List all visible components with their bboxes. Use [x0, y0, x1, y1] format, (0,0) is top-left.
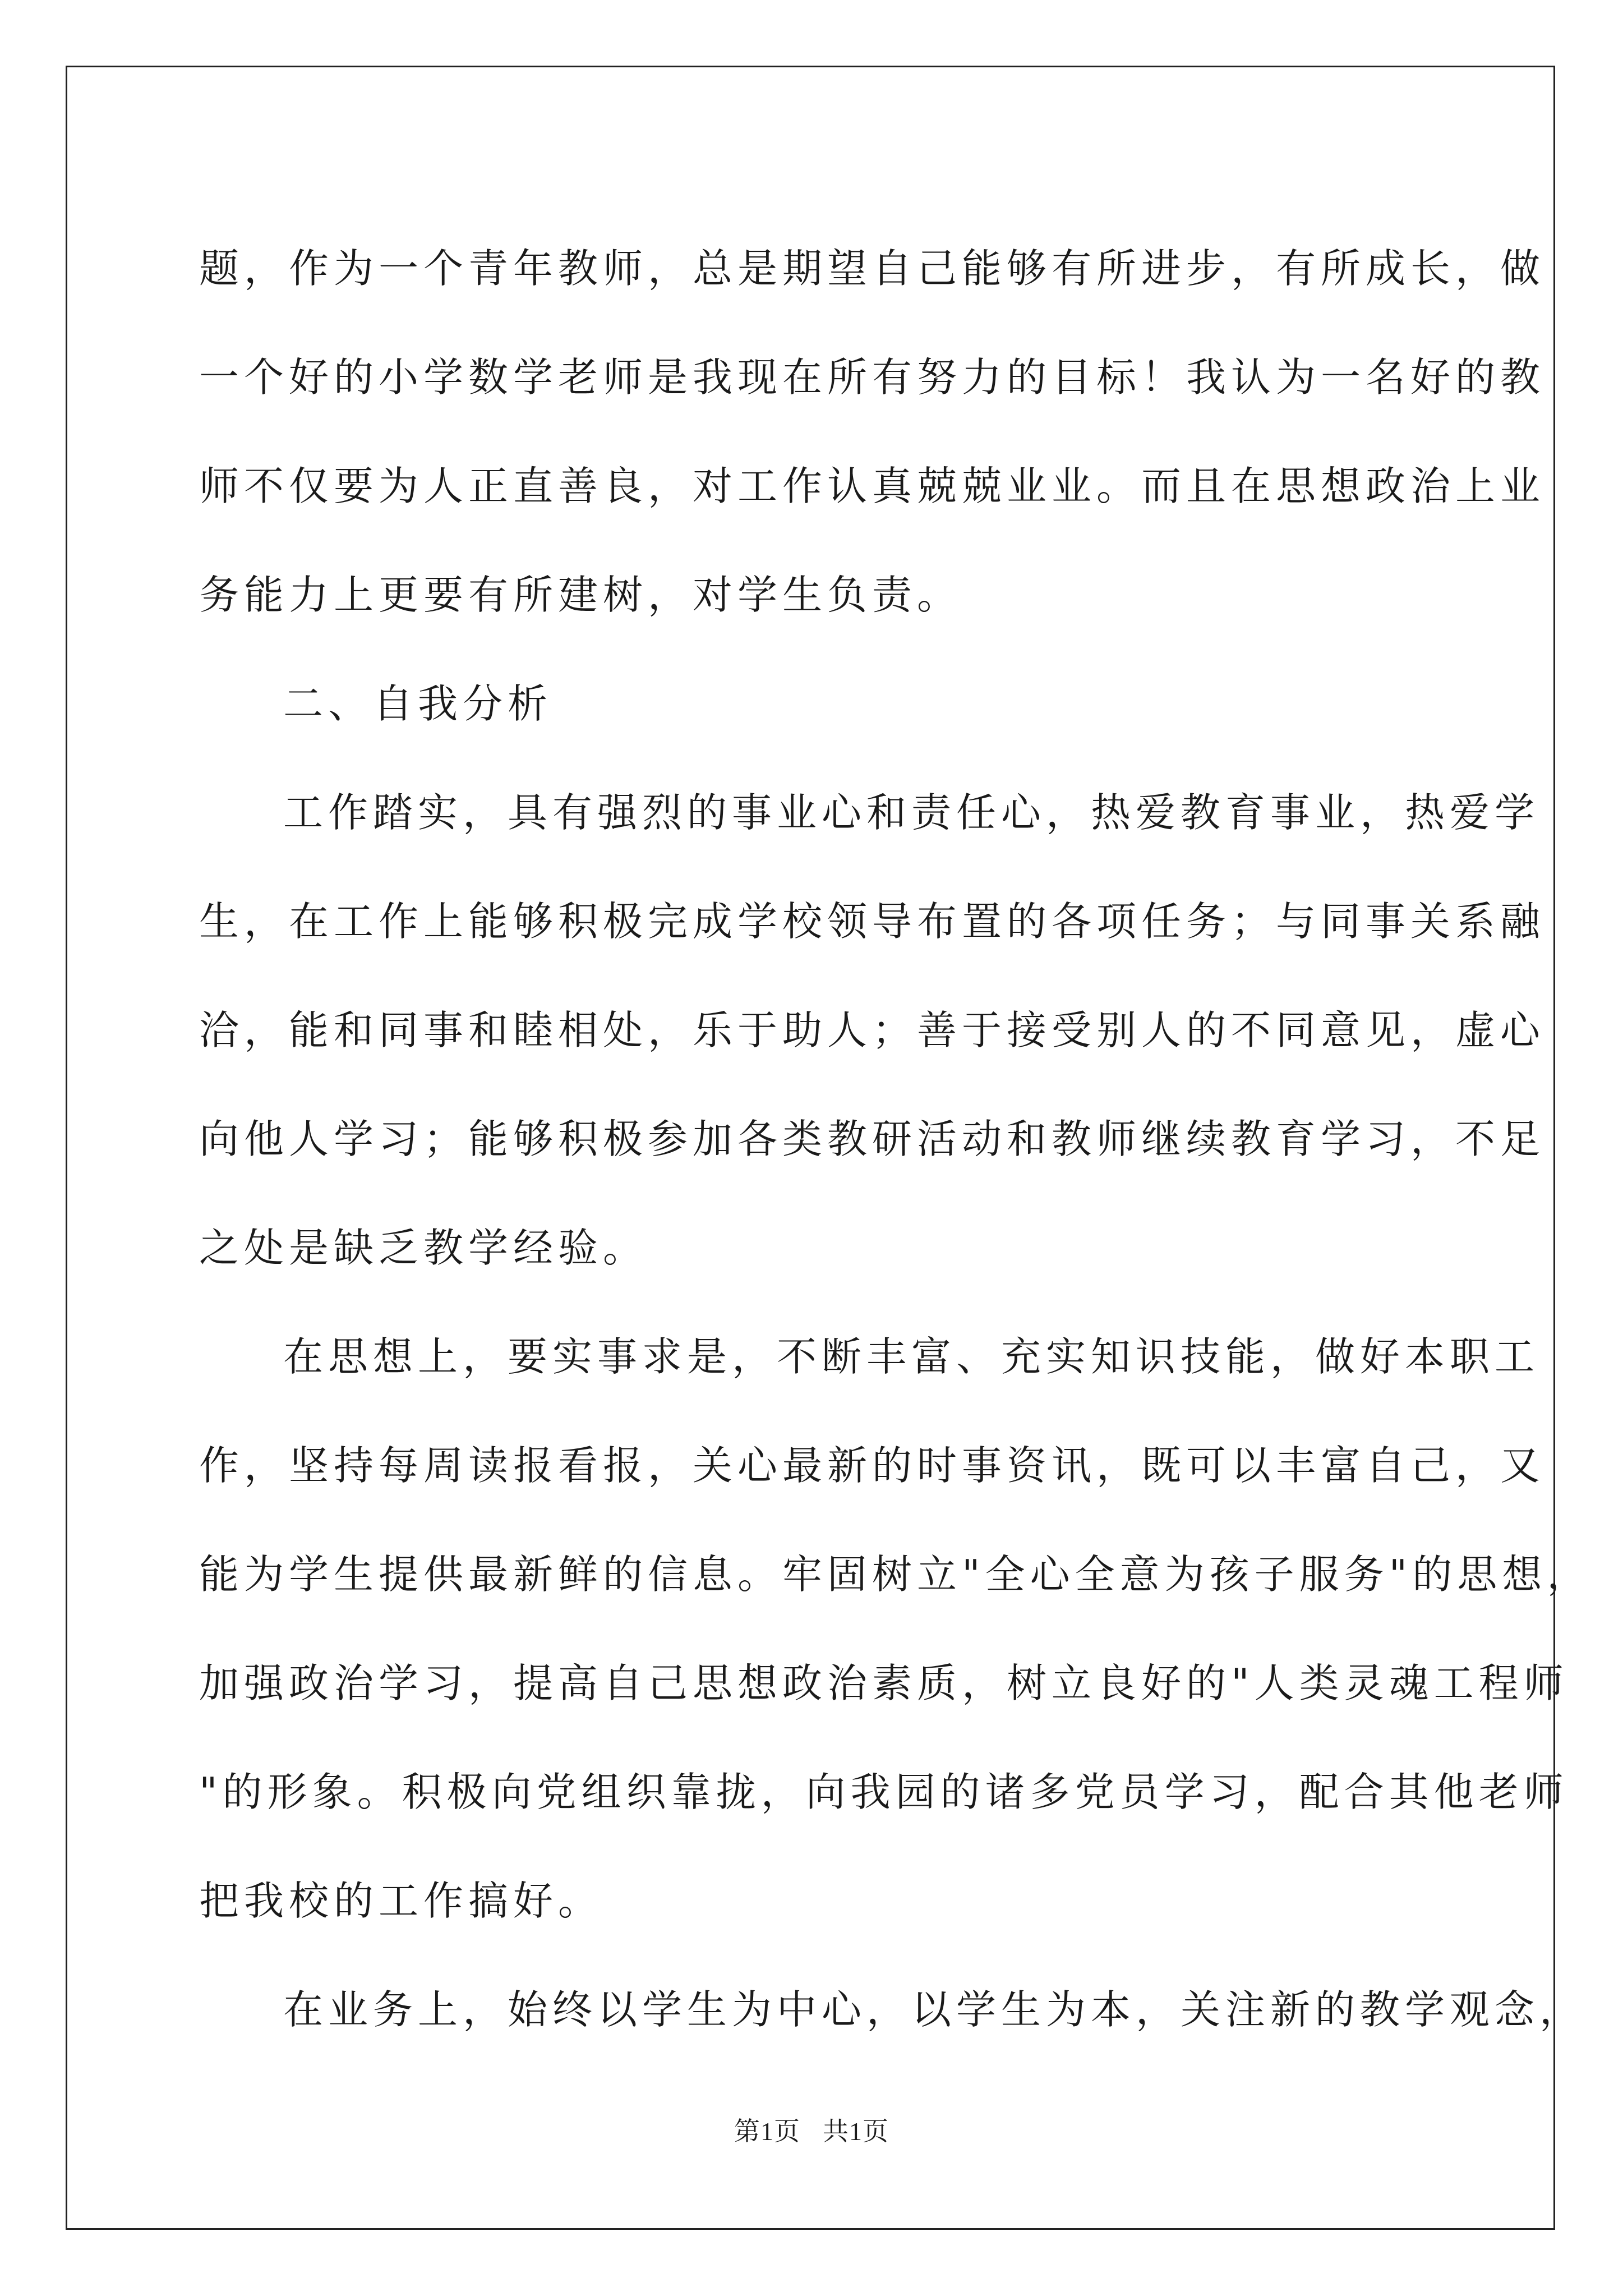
text-line: 洽，能和同事和睦相处，乐于助人；善于接受别人的不同意见，虚心: [199, 1007, 1546, 1053]
text-line: 在思想上，要实事求是，不断丰富、充实知识技能，做好本职工: [283, 1333, 1540, 1380]
text-line: 之处是缺乏教学经验。: [199, 1225, 648, 1271]
paragraph-5: [199, 1955, 1585, 2064]
text-line: 一个好的小学数学老师是我现在所有努力的目标！我认为一名好的教: [199, 354, 1546, 401]
page-total: 共1页: [823, 2117, 889, 2146]
text-line: 工作踏实，具有强烈的事业心和责任心，热爱教育事业，热爱学: [283, 789, 1540, 836]
text-line: 务能力上更要有所建树，对学生负责。: [199, 572, 962, 618]
text-line: 题，作为一个青年教师，总是期望自己能够有所进步，有所成长，做: [199, 245, 1546, 292]
document-body: [199, 214, 1592, 2064]
paragraph-4: [199, 1303, 1592, 1955]
text-line: 把我校的工作搞好。: [199, 1878, 603, 1924]
section-heading: [199, 650, 1444, 758]
text-line: 在业务上，始终以学生为中心，以学生为本，关注新的教学观念，: [283, 1986, 1585, 2033]
page-footer: [0, 2115, 1623, 2148]
text-line: "的形象。积极向党组织靠拢，向我园的诸多党员学习，配合其他老师: [199, 1769, 1569, 1815]
text-line: 生，在工作上能够积极完成学校领导布置的各项任务；与同事关系融: [199, 898, 1546, 945]
paragraph-1: [199, 214, 1546, 650]
paragraph-3: [199, 758, 1546, 1303]
text-line: 作，坚持每周读报看报，关心最新的时事资讯，既可以丰富自己，又: [199, 1442, 1546, 1489]
page-number: 第1页: [734, 2117, 800, 2146]
text-line: 师不仅要为人正直善良，对工作认真兢兢业业。而且在思想政治上业: [199, 463, 1546, 509]
text-line: 向他人学习；能够积极参加各类教研活动和教师继续教育学习，不足: [199, 1116, 1546, 1162]
text-line: 加强政治学习，提高自己思想政治素质，树立良好的"人类灵魂工程师: [199, 1660, 1569, 1706]
heading-self-analysis: 二、自我分析: [283, 680, 553, 727]
text-line: 能为学生提供最新鲜的信息。牢固树立"全心全意为孩子服务"的思想，: [199, 1551, 1592, 1598]
